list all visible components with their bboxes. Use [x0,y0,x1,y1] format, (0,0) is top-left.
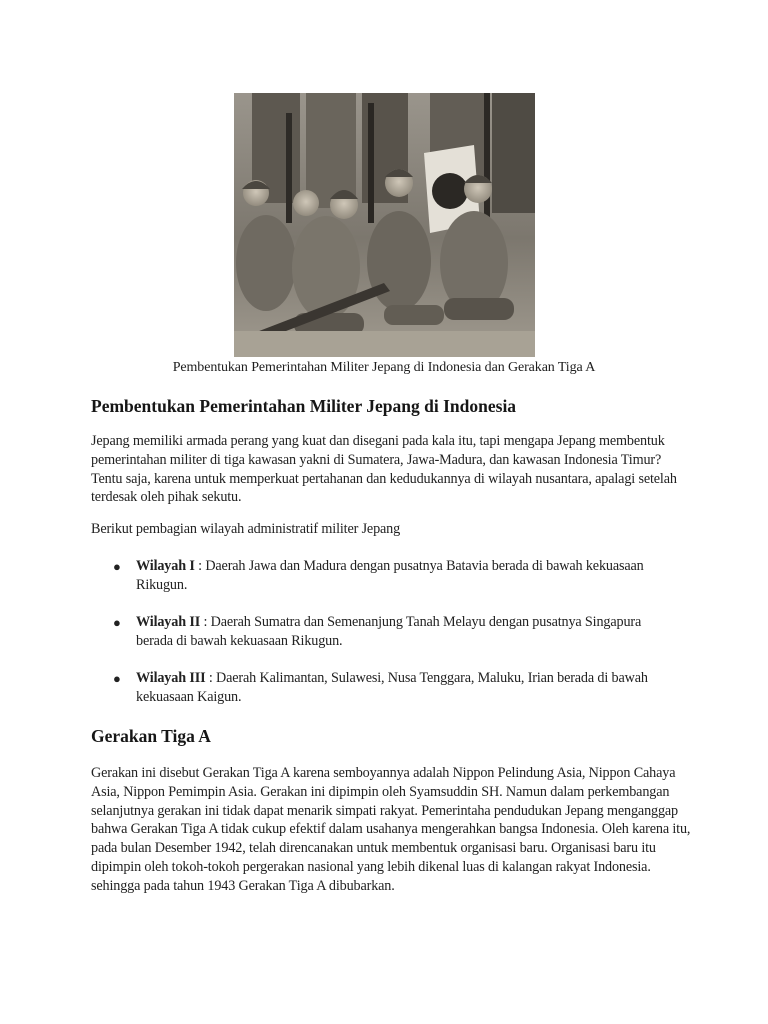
list-item-wilayah-1 [113,557,673,595]
regions-intro: Berikut pembagian wilayah administratif militer Jepang [91,521,401,537]
section-heading-gerakan-tiga-a: Gerakan Tiga A [91,726,211,746]
region-name: Wilayah III [136,670,206,686]
region-separator: : [194,558,206,574]
region-separator: : [200,614,211,630]
figure-caption: Pembentukan Pemerintahan Militer Jepang di Indonesia dan Gerakan Tiga A [172,360,596,375]
list-item-wilayah-2 [113,613,673,651]
region-description: Daerah Kalimantan, Sulawesi, Nusa Tenggara, Maluku, Irian berada di bawah kekuasaan Kaigun. [136,670,648,705]
list-item-wilayah-3 [113,669,673,707]
bullet-icon: ● [113,615,121,630]
paragraph-gerakan-tiga-a: Gerakan ini disebut Gerakan Tiga A karena semboyannya adalah Nippon Pelindung Asia, Nippon Cahaya Asia, Nippon Pemimpin Asia. Gerakan ini dipimpin oleh Syamsuddin SH. Namun dalam perkembangan selanjutnya gerakan ini tidak dapat menarik simpati rakyat. Pemerintaha pendudukan Jepang menganggap bahwa Gerakan Tiga A tidak cukup efektif dalam usahanya mengerahkan bangsa Indonesia. Oleh karena itu, pada bulan Desember 1942, telah direncanakan untuk membentuk organisasi baru. Organisasi baru itu dipimpin oleh tokoh-tokoh pergerakan nasional yang lebih dikenal luas di kalangan rakyat Indonesia. sehingga pada tahun 1943 Gerakan Tiga A dibubarkan. [91,765,691,894]
japanese-soldiers-photo [234,93,535,357]
region-description: Daerah Jawa dan Madura dengan pusatnya Batavia berada di bawah kekuasaan Rikugun. [136,558,644,593]
region-description: Daerah Sumatra dan Semenanjung Tanah Melayu dengan pusatnya Singapura berada di bawah kekuasaan Rikugun. [136,614,642,649]
region-name: Wilayah II [136,614,201,630]
section-heading-pemerintahan-militer: Pembentukan Pemerintahan Militer Jepang di Indonesia [91,396,517,416]
bullet-icon: ● [113,559,121,574]
region-separator: : [205,670,217,686]
regions-list [113,557,673,707]
region-name: Wilayah I [136,558,195,574]
bullet-icon: ● [113,671,121,686]
paragraph-pemerintahan-militer: Jepang memiliki armada perang yang kuat dan disegani pada kala itu, tapi mengapa Jepang membentuk pemerintahan militer di tiga kawasan yakni di Sumatera, Jawa-Madura, dan kawasan Indonesia Timur? Tentu saja, karena untuk memperkuat pertahanan dan kedudukannya di wilayah nusantara, apalagi setelah terdesak oleh pihak sekutu. [91,433,677,506]
